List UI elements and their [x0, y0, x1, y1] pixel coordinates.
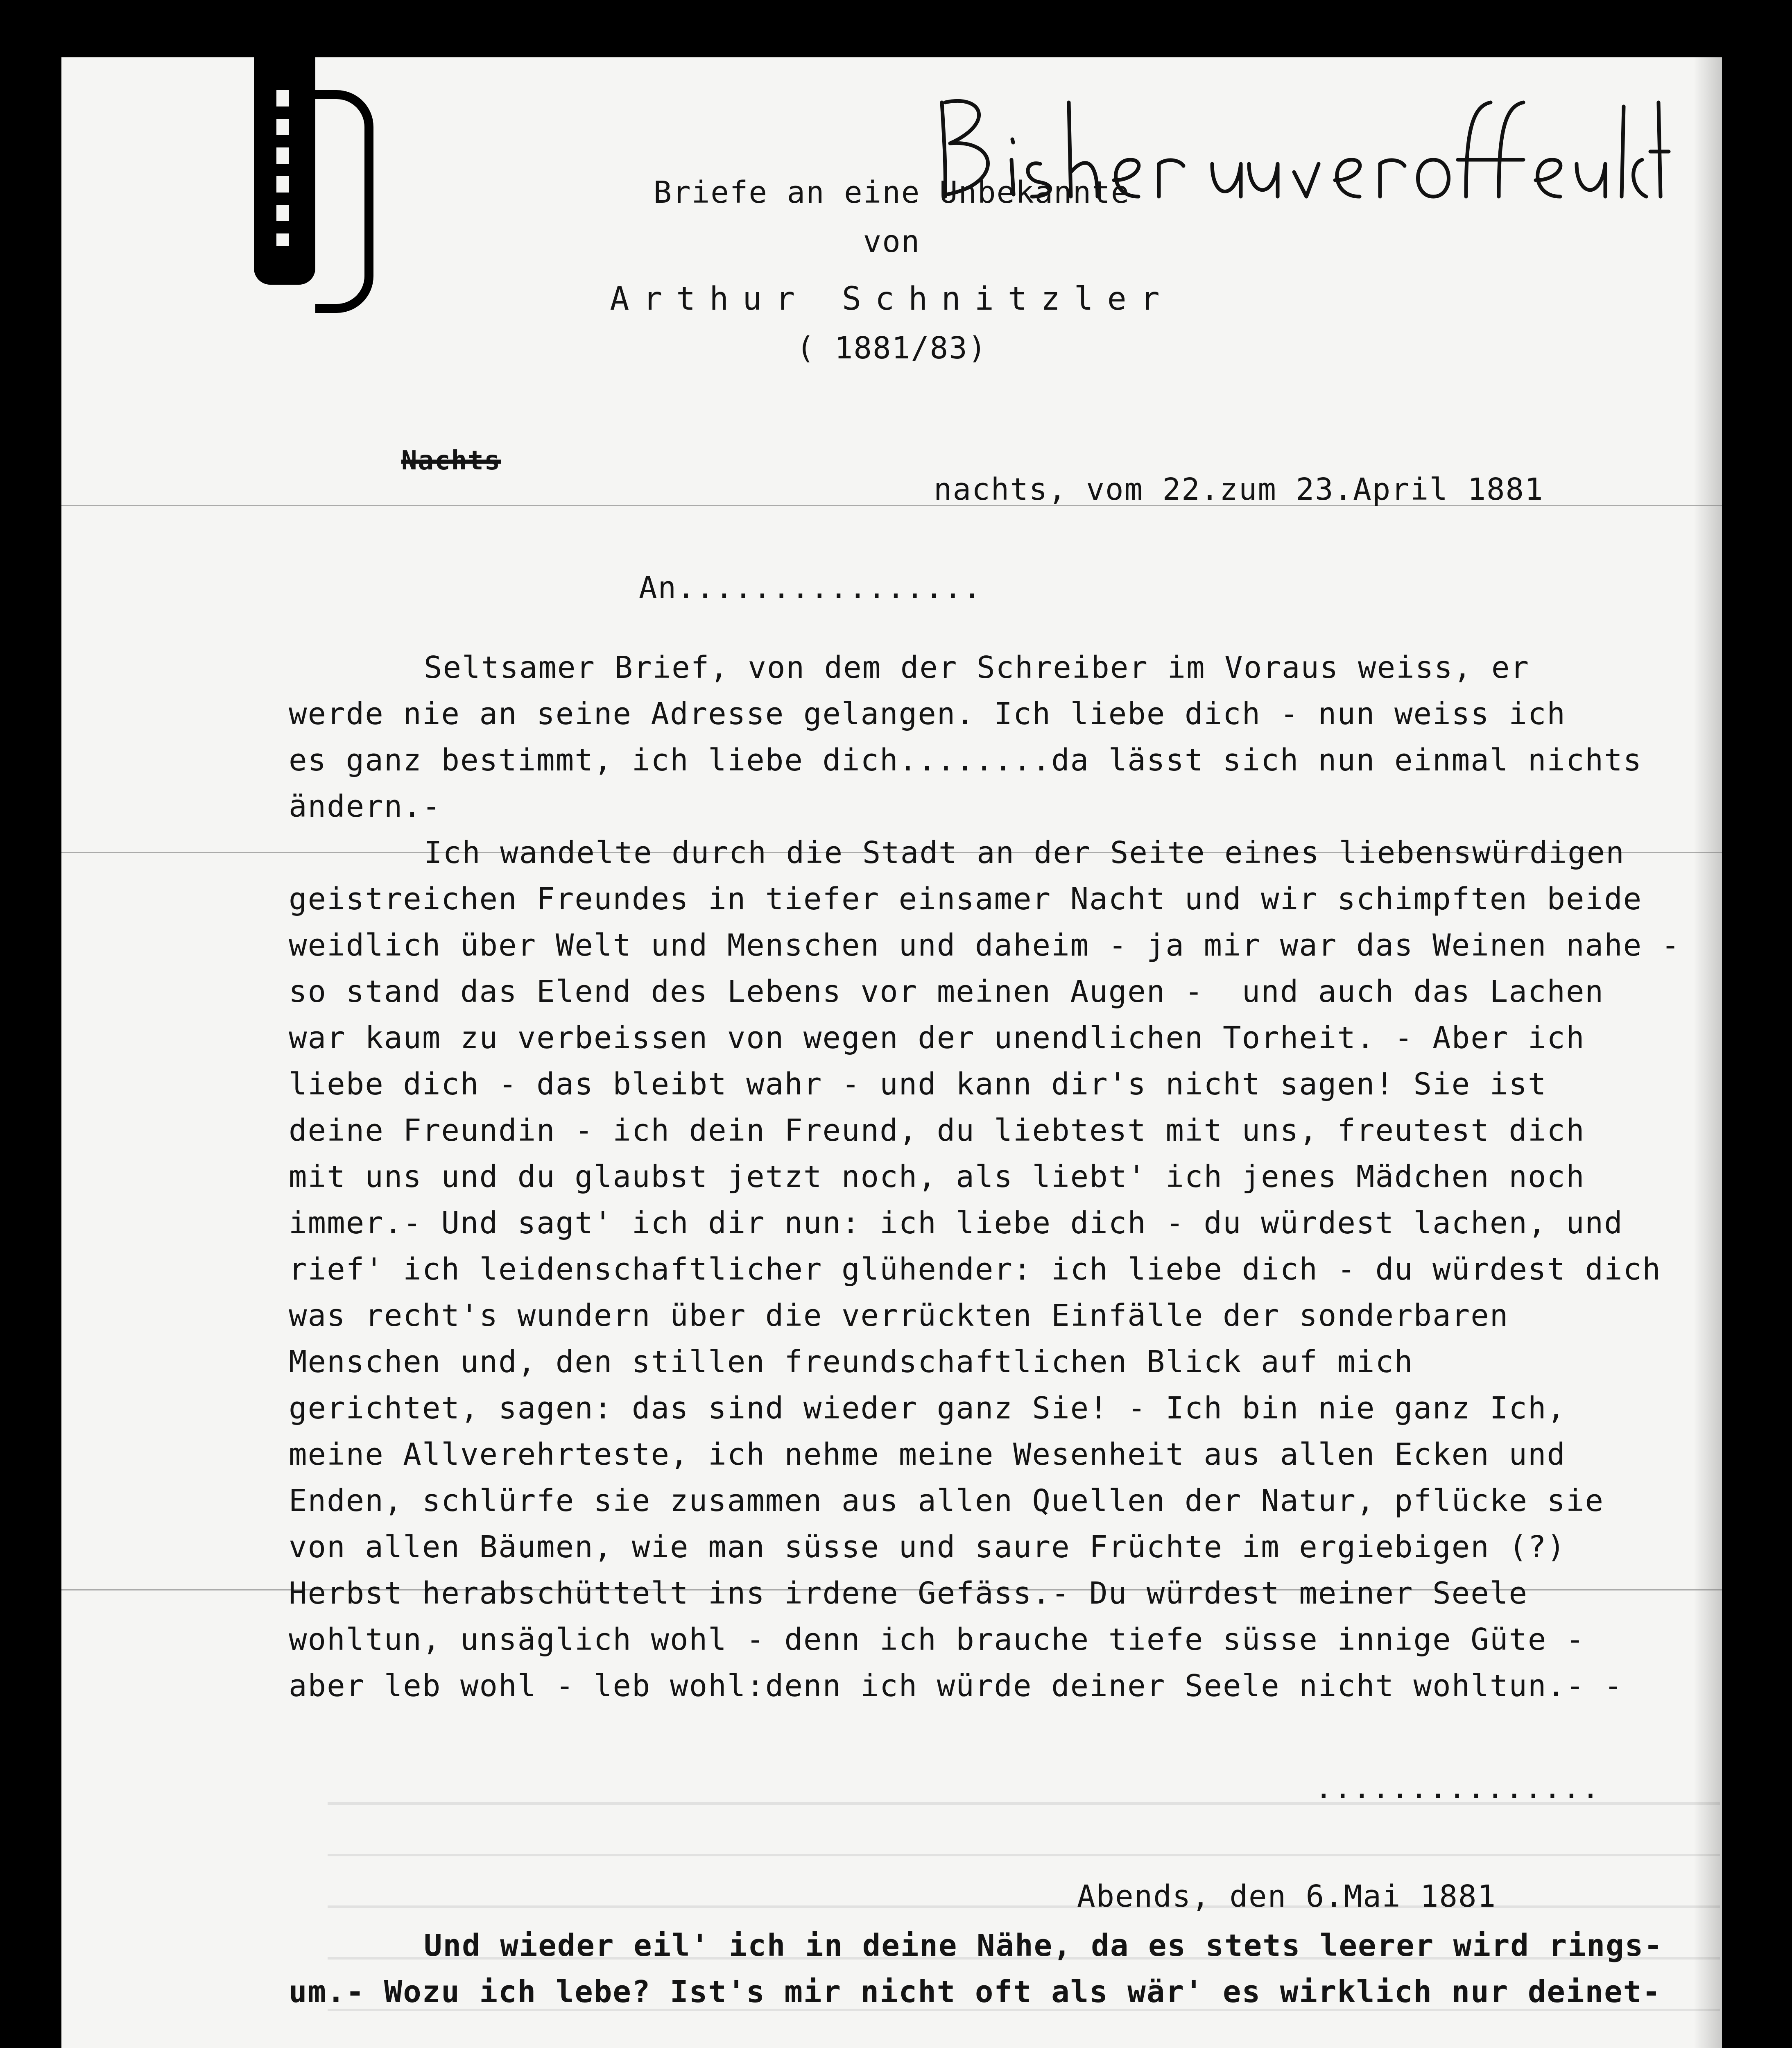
struck-heading: Nachts — [401, 446, 501, 476]
body-line: aber leb wohl - leb wohl:denn ich würde deiner Seele nicht wohltun.- - — [289, 1668, 1623, 1704]
body-line: Herbst herabschüttelt ins irdene Gefäss.- Du würdest meiner Seele — [289, 1576, 1528, 1611]
body-line: Ich wandelte durch die Stadt an der Seite eines liebenswürdigen — [424, 835, 1625, 870]
letter-date: nachts, vom 22.zum 23.April 1881 — [934, 472, 1544, 507]
body-line: deine Freundin - ich dein Freund, du liebtest mit uns, freutest dich — [289, 1113, 1585, 1148]
body-line: Und wieder eil' ich in deine Nähe, da es stets leerer wird rings- — [424, 1928, 1663, 1963]
body-line: es ganz bestimmt, ich liebe dich........da lässt sich nun einmal nichts — [289, 743, 1643, 778]
letter-closing-dots: ............... — [1315, 1770, 1601, 1806]
body-line: weidlich über Welt und Menschen und daheim - ja mir war das Weinen nahe - — [289, 928, 1681, 963]
body-line: geistreichen Freundes in tiefer einsamer Nacht und wir schimpften beide — [289, 881, 1643, 917]
body-line: so stand das Elend des Lebens vor meinen Augen - und auch das Lachen — [289, 974, 1604, 1009]
body-line: liebe dich - das bleibt wahr - und kann dir's nicht sagen! Sie ist — [289, 1067, 1547, 1102]
salutation: An................ — [639, 570, 982, 605]
body-line: Enden, schlürfe sie zusammen aus allen Quellen der Natur, pflücke sie — [289, 1483, 1604, 1518]
body-line: Menschen und, den stillen freundschaftlichen Blick auf mich — [289, 1344, 1414, 1380]
body-line: rief' ich leidenschaftlicher glühender: ich liebe dich - du würdest dich — [289, 1252, 1661, 1287]
body-line: wohltun, unsäglich wohl - denn ich brauche tiefe süsse innige Güte - — [289, 1622, 1585, 1657]
body-line: mit uns und du glaubst jetzt noch, als liebt' ich jenes Mädchen noch — [289, 1159, 1585, 1194]
body-line: werde nie an seine Adresse gelangen. Ich liebe dich - nun weiss ich — [289, 696, 1566, 732]
body-line: meine Allverehrteste, ich nehme meine Wesenheit aus allen Ecken und — [289, 1437, 1566, 1472]
byline-von: von — [863, 224, 921, 259]
body-line: was recht's wundern über die verrückten Einfälle der sonderbaren — [289, 1298, 1509, 1333]
document-title: Briefe an eine Unbekannte — [653, 175, 1130, 210]
body-line: um.- Wozu ich lebe? Ist's mir nicht oft als wär' es wirklich nur deinet- — [289, 1974, 1661, 2009]
body-line: war kaum zu verbeissen von wegen der unendlichen Torheit. - Aber ich — [289, 1020, 1585, 1056]
body-line: Seltsamer Brief, von dem der Schreiber im Voraus weiss, er — [424, 650, 1530, 685]
body-line: gerichtet, sagen: das sind wieder ganz Sie! - Ich bin nie ganz Ich, — [289, 1391, 1566, 1426]
body-line: immer.- Und sagt' ich dir nun: ich liebe dich - du würdest lachen, und — [289, 1205, 1623, 1241]
typed-page — [61, 57, 1722, 2048]
letter-date: Abends, den 6.Mai 1881 — [1077, 1879, 1497, 1914]
body-line: von allen Bäumen, wie man süsse und saure Früchte im ergiebigen (?) — [289, 1529, 1566, 1565]
body-line: ändern.- — [289, 789, 441, 824]
year-range: ( 1881/83) — [796, 331, 987, 366]
author-name: Arthur Schnitzler — [610, 281, 1174, 317]
